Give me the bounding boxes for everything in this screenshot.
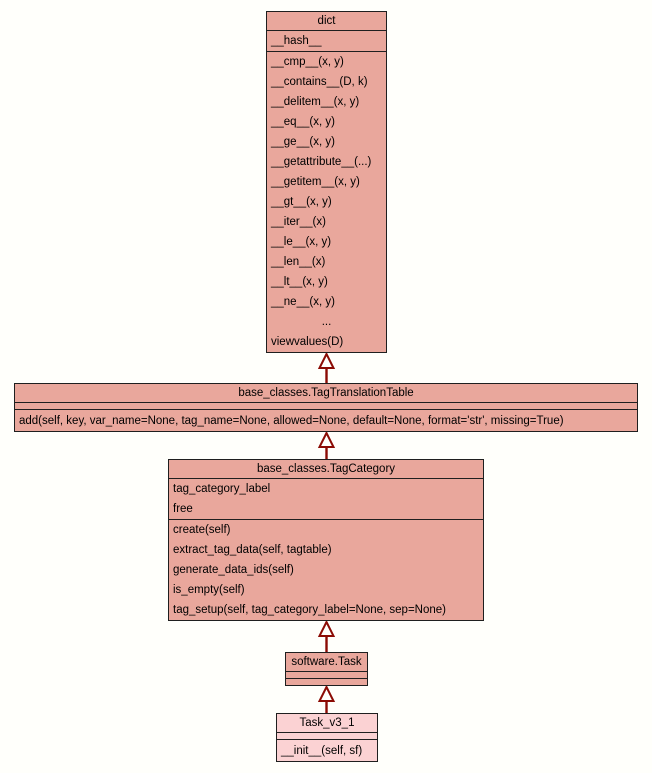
class-methods [15,410,637,432]
member-row: __hash__ [271,35,322,47]
class-title: base_classes.TagCategory [169,460,483,479]
member-row: __delitem__(x, y) [271,96,360,108]
class-box-dict [266,11,387,353]
class-methods [169,520,483,620]
class-attributes [15,403,637,410]
member-row: add(self, key, var_name=None, tag_name=None, allowed=None, default=None, format='str', missing=True) [19,415,564,427]
class-box-software-task [285,652,368,686]
member-row: tag_category_label [173,483,271,495]
class-methods [277,740,377,762]
inheritance-arrow [320,687,334,713]
member-row: __getattribute__(...) [271,156,372,168]
member-row: __gt__(x, y) [271,196,332,208]
member-row: is_empty(self) [173,584,245,596]
member-row: free [173,503,193,515]
member-row: __lt__(x, y) [271,276,328,288]
member-row: viewvalues(D) [271,336,344,348]
class-methods [267,52,386,352]
member-row: tag_setup(self, tag_category_label=None, sep=None) [173,604,446,616]
class-title: software.Task [286,653,367,672]
inheritance-arrow [320,354,334,383]
member-row: __ge__(x, y) [271,136,335,148]
member-row: __ne__(x, y) [271,296,335,308]
class-attributes [267,31,386,52]
member-row: create(self) [173,524,231,536]
member-row: __eq__(x, y) [271,116,335,128]
class-title: base_classes.TagTranslationTable [15,384,637,403]
member-row: __len__(x) [271,256,326,268]
class-title: dict [267,12,386,31]
class-box-task-v3-1 [276,713,378,762]
member-row: generate_data_ids(self) [173,564,294,576]
member-row: __contains__(D, k) [271,76,368,88]
member-row: __iter__(x) [271,216,326,228]
member-row: ... [321,316,332,328]
class-attributes [169,479,483,520]
class-methods [286,679,367,685]
inheritance-arrow [320,622,334,652]
class-attributes [286,672,367,679]
member-row: __getitem__(x, y) [271,176,360,188]
class-title: Task_v3_1 [277,714,377,733]
member-row: __init__(self, sf) [281,745,363,757]
class-attributes [277,733,377,740]
member-row: __cmp__(x, y) [271,56,344,68]
inheritance-arrow [320,433,334,459]
class-box-tagcategory [168,459,484,621]
member-row: __le__(x, y) [271,236,332,248]
member-row: extract_tag_data(self, tagtable) [173,544,332,556]
class-box-tagtranslationtable [14,383,638,432]
